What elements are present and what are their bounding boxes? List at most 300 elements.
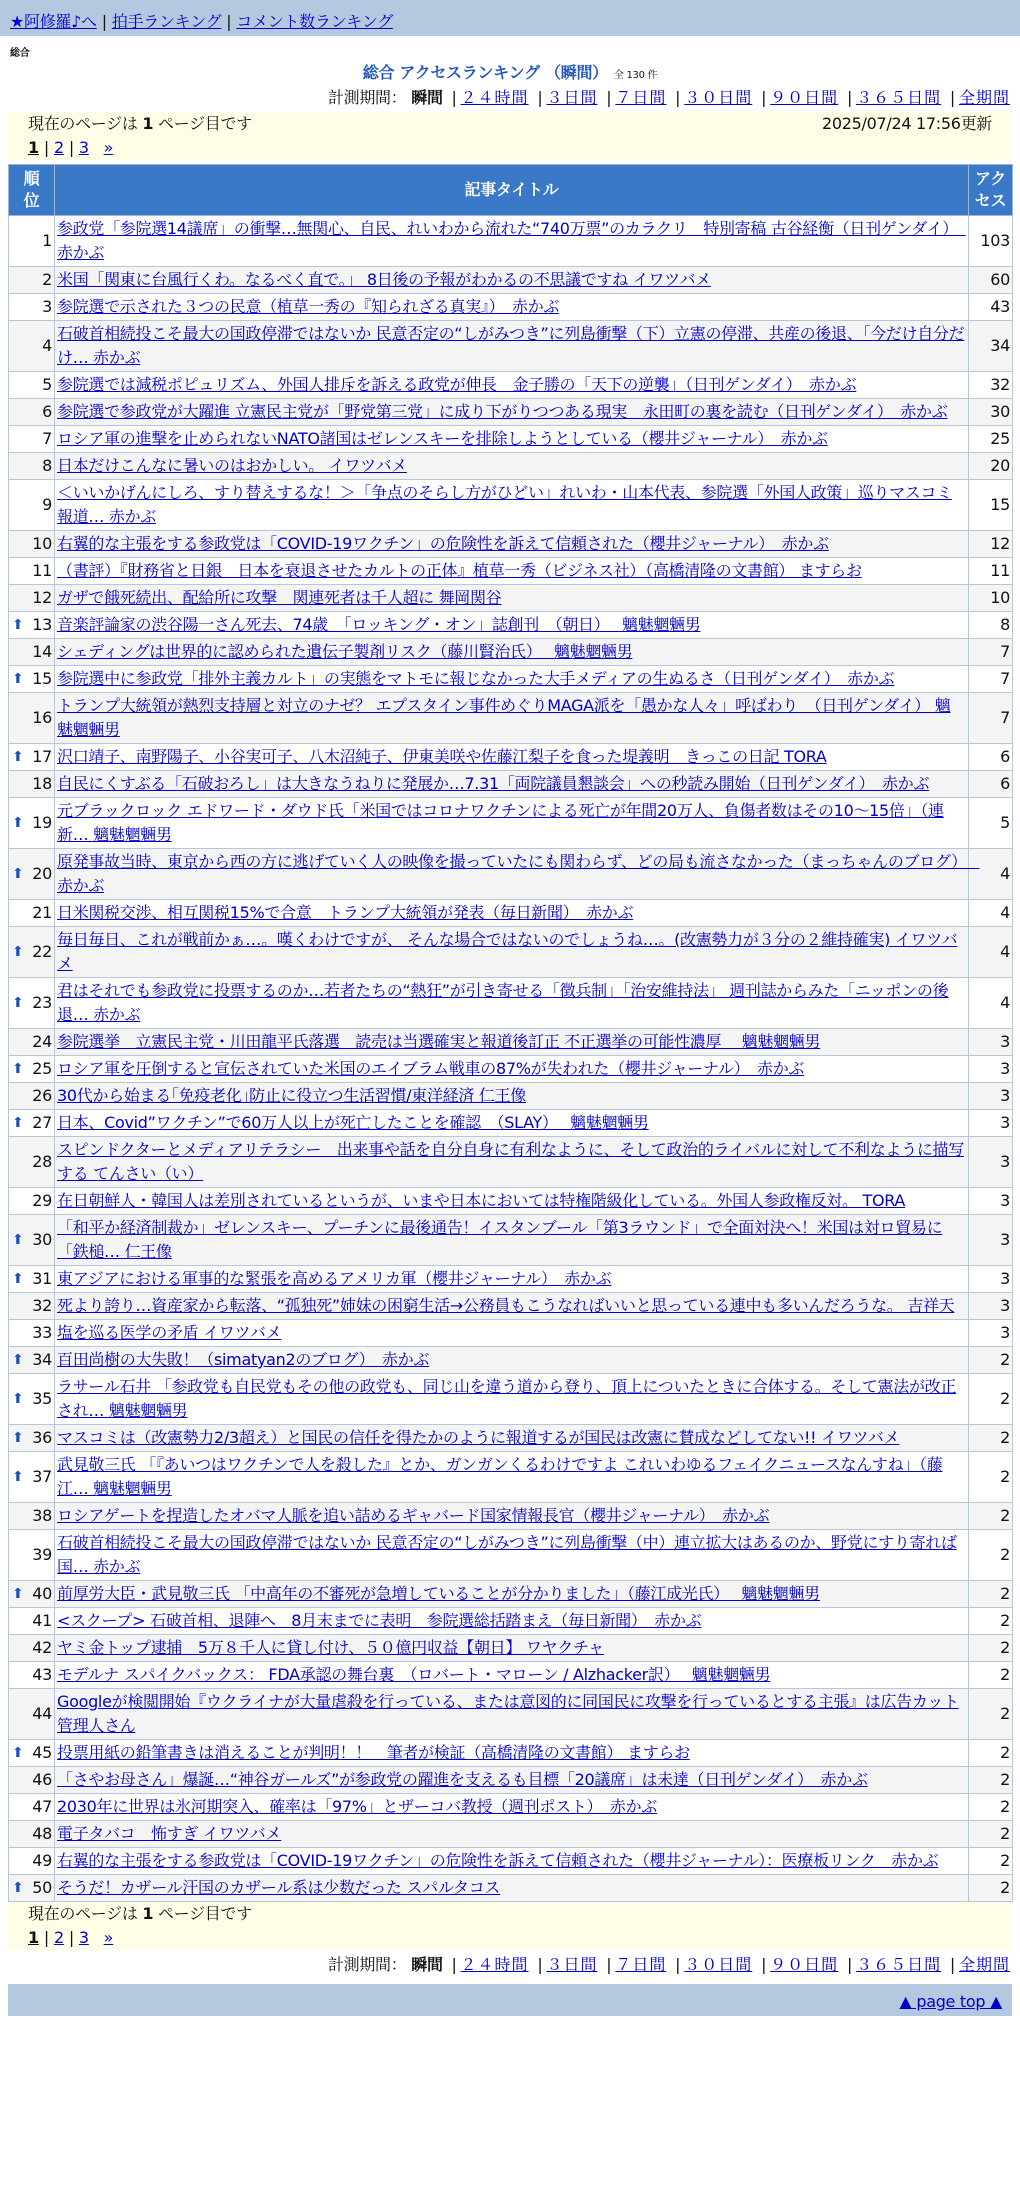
rank-cell [9,1452,55,1503]
rank-number: 16 [32,708,52,727]
article-link[interactable]: 前厚労大臣・武見敬三氏 「中高年の不審死が急増していることが分かりました」（藤江成光氏） 魑魅魍魎男 [57,1584,820,1603]
period-link-24h-bottom[interactable]: ２４時間 [460,1955,529,1974]
access-count: 2 [969,1347,1013,1374]
article-link[interactable]: 東アジアにおける軍事的な緊張を高めるアメリカ軍（櫻井ジャーナル） 赤かぶ [57,1269,612,1288]
footer-bar [8,1984,1012,2016]
access-count: 2 [969,1875,1013,1902]
table-row [9,216,1013,267]
article-link[interactable]: ラサール石井 「参政党も自民党もその他の政党も、同じ山を違う道から登り、頂上についたときに合体する。そして憲法が改正され… 魑魅魍魎男 [57,1377,957,1420]
access-count: 2 [969,1425,1013,1452]
article-link[interactable]: 日本、Covid”ワクチン”で60万人以上が死亡したことを確認 （SLAY） 魑魅魍魎男 [57,1113,649,1132]
access-count: 7 [969,693,1013,744]
period-separator: | [846,1955,853,1974]
article-link[interactable]: 投票用紙の鉛筆書きは消えることが判明！！ 筆者が検証（高橋清隆の文書館） ますらお [57,1743,690,1762]
table-row [9,798,1013,849]
article-link[interactable]: <スクープ> 石破首相、退陣へ 8月末までに表明 参院選総括踏まえ（毎日新聞） 赤かぶ [57,1611,702,1630]
table-row [9,372,1013,399]
rank-number: 47 [32,1797,52,1816]
period-link-365d-bottom[interactable]: ３６５日間 [856,1955,942,1974]
period-current: 瞬間 [411,88,443,107]
article-link[interactable]: 毎日毎日、これが戦前かぁ…。嘆くわけですが、 そんな場合ではないのでしょうね…。(改憲勢力が３分の２維持確実) イワツバメ [57,930,958,973]
pager-spacer [94,1928,99,1947]
rank-cell [9,1608,55,1635]
pager-link-page-3[interactable]: 3 [78,138,89,157]
article-link[interactable]: 日本だけこんなに暑いのはおかしい。 イワツバメ [57,456,407,475]
rank-cell [9,321,55,372]
table-row [9,1188,1013,1215]
table-row [9,1266,1013,1293]
table-row [9,1083,1013,1110]
period-link-24h[interactable]: ２４時間 [460,88,529,107]
nav-link-applause-ranking[interactable]: 拍手ランキング [111,12,222,31]
access-count: 11 [969,558,1013,585]
access-count: 32 [969,372,1013,399]
rank-cell [9,1794,55,1821]
pager-current-page: 1 [28,138,39,157]
title-cell [55,399,969,426]
rank-number: 39 [32,1545,52,1564]
pager-separator: | [68,1928,74,1947]
rank-cell [9,1266,55,1293]
title-cell [55,372,969,399]
article-link[interactable]: 君はそれでも参政党に投票するのか…若者たちの“熱狂”が引き寄せる「徴兵制」「治安維持法」 週刊誌からみた「ニッポンの後退… 赤かぶ [57,981,949,1024]
ranking-table [8,164,1013,1902]
rank-number: 13 [32,615,52,634]
rank-number: 28 [32,1152,52,1171]
rank-cell [9,1347,55,1374]
period-link-30d-bottom[interactable]: ３０日間 [684,1955,753,1974]
article-link[interactable]: （書評）『財務省と日銀 日本を衰退させたカルトの正体』植草一秀（ビジネス社）（高橋清隆の文書館） ますらお [57,561,862,580]
rank-cell [9,771,55,798]
article-link[interactable]: 参政党「参院選14議席」の衝撃…無関心、自民、れいわから流れた“740万票”のカラクリ 特別寄稿 古谷経衡（日刊ゲンダイ） 赤かぶ [57,219,966,262]
rank-number: 17 [32,747,52,766]
table-row [9,1848,1013,1875]
nav-link-comment-ranking[interactable]: コメント数ランキング [236,12,393,31]
title-cell [55,1530,969,1581]
rank-cell [9,1662,55,1689]
rank-cell [9,1293,55,1320]
title-cell [55,1266,969,1293]
rank-number: 20 [32,864,52,883]
table-row [9,1056,1013,1083]
rank-number: 3 [42,297,52,316]
pager-current-page-bottom: 1 [28,1928,39,1947]
period-separator: | [761,88,767,107]
rank-cell [9,1848,55,1875]
table-row [9,612,1013,639]
title-cell [55,1056,969,1083]
access-count: 4 [969,978,1013,1029]
rank-cell [9,744,55,771]
article-link[interactable]: Googleが検閲開始『ウクライナが大量虐殺を行っている、または意図的に同国民に攻撃を行っているとする主張』は広告カット 管理人さん [57,1692,959,1735]
article-link[interactable]: 米国「関東に台風行くわ。なるべく直で。」 8日後の予報がわかるの不思議ですね イワツバメ [57,270,711,289]
title-cell [55,900,969,927]
table-row [9,453,1013,480]
rank-number: 40 [32,1584,52,1603]
period-separator: | [606,88,612,107]
title-cell [55,798,969,849]
header-rank [9,165,55,216]
title-cell [55,612,969,639]
pager-separator: | [43,1928,49,1947]
rank-number: 45 [32,1743,52,1762]
rank-cell [9,294,55,321]
period-link-90d[interactable]: ９０日間 [770,88,839,107]
nav-link-asyura[interactable]: ★阿修羅♪へ [10,12,97,31]
rank-cell [9,1821,55,1848]
rank-number: 37 [32,1467,52,1486]
period-separator: | [451,88,457,107]
table-row [9,1875,1013,1902]
article-link[interactable]: そうだ！カザール汗国のカザール系は少数だった スパルタコス [57,1878,501,1897]
table-row [9,480,1013,531]
period-selector-bottom [328,1952,1010,1975]
pager-link-page-2-bottom[interactable]: 2 [53,1928,64,1947]
article-link[interactable]: 沢口靖子、南野陽子、小谷実可子、八木沼純子、伊東美咲や佐藤江梨子を食った堤義明 きっこの日記 TORA [57,747,827,766]
period-link-7d[interactable]: ７日間 [615,88,667,107]
table-row [9,978,1013,1029]
period-current-bottom: 瞬間 [411,1955,443,1974]
period-link-all[interactable]: 全期間 [958,88,1010,107]
title-cell [55,480,969,531]
table-row [9,399,1013,426]
table-row [9,267,1013,294]
period-label-bottom: 計測期間： [327,1955,407,1974]
title-cell [55,744,969,771]
access-count: 3 [969,1110,1013,1137]
pager-next-link-bottom[interactable]: » [103,1928,114,1947]
access-count: 15 [969,480,1013,531]
article-link[interactable]: 石破首相続投こそ最大の国政停滞ではないか 民意否定の“しがみつき”に列島衝撃（中）連立拡大はあるのか、野党にすり寄れば国… 赤かぶ [57,1533,957,1576]
rank-cell [9,978,55,1029]
rank-cell [9,1530,55,1581]
period-separator: | [606,1955,612,1974]
title-cell [55,1083,969,1110]
header-access-label: アクセス [974,169,1007,210]
access-count: 103 [969,216,1013,267]
rank-number: 5 [42,375,52,394]
pager-status-suffix: ページ目です [153,114,252,133]
article-link[interactable]: ＜いいかげんにしろ、すり替えするな！＞「争点のそらし方がひどい」れいわ・山本代表、参院選「外国人政策」巡りマスコミ報道… 赤かぶ [57,483,952,526]
rank-number: 32 [32,1296,52,1315]
period-link-all-bottom[interactable]: 全期間 [958,1955,1010,1974]
rank-cell [9,1320,55,1347]
title-cell [55,1137,969,1188]
up-arrow-icon: ⬆ [12,1880,24,1896]
access-count: 7 [969,666,1013,693]
title-cell [55,639,969,666]
period-link-90d-bottom[interactable]: ９０日間 [770,1955,839,1974]
article-link[interactable]: 2030年に世界は氷河期突入、確率は「97%」とザーコバ教授（週刊ポスト） 赤かぶ [57,1797,657,1816]
title-cell [55,1110,969,1137]
access-count: 5 [969,798,1013,849]
up-arrow-icon: ⬆ [12,1391,24,1407]
access-count: 43 [969,294,1013,321]
period-separator: | [949,1955,955,1974]
rank-cell [9,453,55,480]
rank-number: 29 [32,1191,52,1210]
article-link[interactable]: 元ブラックロック エドワード・ダウド氏「米国ではコロナワクチンによる死亡が年間20万人、負傷者数はその10～15倍」（連新… 魑魅魍魎男 [57,801,944,844]
article-link[interactable]: 右翼的な主張をする参政党は「COVID-19ワクチン」の危険性を訴えて信頼された（櫻井ジャーナル）：医療板リンク 赤かぶ [57,1851,939,1870]
page-top-link[interactable]: ▲ page top ▲ [899,1992,1002,2011]
ranking-table-body [9,216,1013,1902]
article-link[interactable]: シェディングは世界的に認められた遺伝子製剤リスク（藤川賢治氏） 魑魅魍魎男 [57,642,633,661]
article-link[interactable]: 参院選で参政党が大躍進 立憲民主党が「野党第三党」に成り下がりつつある現実 永田町の裏を読む（日刊ゲンダイ） 赤かぶ [57,402,948,421]
article-link[interactable]: モデルナ スパイクバックス： FDA承認の舞台裏 （ロバート・マローン / Alzhacker訳） 魑魅魍魎男 [57,1665,771,1684]
access-count: 2 [969,1689,1013,1740]
period-separator: | [451,1955,457,1974]
title-cell [55,294,969,321]
access-count: 30 [969,399,1013,426]
article-link[interactable]: 参院選中に参政党「排外主義カルト」の実態をマトモに報じなかった大手メディアの生ぬるさ（日刊ゲンダイ） 赤かぶ [57,669,895,688]
article-link[interactable]: 右翼的な主張をする参政党は「COVID-19ワクチン」の危険性を訴えて信頼された（櫻井ジャーナル） 赤かぶ [57,534,829,553]
title-cell [55,1293,969,1320]
period-separator: | [675,88,681,107]
up-arrow-icon: ⬆ [12,1586,24,1602]
pager-link-page-2[interactable]: 2 [53,138,64,157]
rank-number: 19 [32,813,52,832]
title-cell [55,1848,969,1875]
rank-number: 11 [32,561,52,580]
table-row [9,1452,1013,1503]
rank-number: 31 [32,1269,52,1288]
access-count: 7 [969,639,1013,666]
rank-cell [9,558,55,585]
access-count: 2 [969,1740,1013,1767]
rank-number: 44 [32,1704,52,1723]
access-count: 2 [969,1635,1013,1662]
rank-number: 33 [32,1323,52,1342]
rank-number: 2 [42,270,52,289]
rank-number: 41 [32,1611,52,1630]
rank-cell [9,1425,55,1452]
period-link-3d[interactable]: ３日間 [546,88,598,107]
rank-cell [9,798,55,849]
table-row [9,531,1013,558]
title-cell [55,1635,969,1662]
article-link[interactable]: トランプ大統領が熱烈支持層と対立のナゼ？ エプスタイン事件めぐりMAGA派を「愚かな人々」呼ばわり （日刊ゲンダイ） 魑魅魍魎男 [57,696,951,739]
title-cell [55,1347,969,1374]
article-link[interactable]: ヤミ金トップ逮捕 5万８千人に貸し付け、５０億円収益【朝日】 ワヤクチャ [57,1638,604,1657]
access-count: 3 [969,1083,1013,1110]
table-row [9,321,1013,372]
article-link[interactable]: 死より誇り…資産家から転落、“孤独死”姉妹の困窮生活→公務員もこうなればいいと思っている連中も多いんだろうな。 吉祥天 [57,1296,955,1315]
access-count: 3 [969,1293,1013,1320]
up-arrow-icon: ⬆ [12,1061,24,1077]
access-count: 3 [969,1056,1013,1083]
article-link[interactable]: ロシア軍の進撃を止められないNATO諸国はゼレンスキーを排除しようとしている（櫻井ジャーナル） 赤かぶ [57,429,828,448]
article-link[interactable]: 参院選で示された３つの民意（植草一秀の『知られざる真実』） 赤かぶ [57,297,560,316]
pager-next-link[interactable]: » [103,138,114,157]
rank-cell [9,693,55,744]
title-cell [55,426,969,453]
rank-number: 36 [32,1428,52,1447]
title-cell [55,1029,969,1056]
up-arrow-icon: ⬆ [12,1430,24,1446]
pager-links-bottom [28,1926,992,1950]
title-cell [55,1425,969,1452]
access-count: 3 [969,1188,1013,1215]
title-cell [55,1608,969,1635]
title-cell [55,666,969,693]
pager-link-page-3-bottom[interactable]: 3 [78,1928,89,1947]
rank-number: 8 [42,456,52,475]
pager-spacer [94,138,99,157]
access-count: 34 [969,321,1013,372]
title-cell [55,1821,969,1848]
access-count: 2 [969,1374,1013,1425]
table-row [9,639,1013,666]
article-link[interactable]: 原発事故当時、東京から西の方に逃げていく人の映像を撮っていたにも関わらず、どの局も流さなかった（まっちゃんのブログ） 赤かぶ [57,852,980,895]
article-link[interactable]: ガザで餓死続出、配給所に攻撃 関連死者は千人超に 舞岡関谷 [57,588,502,607]
table-row [9,666,1013,693]
table-row [9,1635,1013,1662]
up-arrow-icon: ⬆ [12,995,24,1011]
total-count: 全 130 件 [613,70,658,81]
title-cell [55,1374,969,1425]
rank-cell [9,372,55,399]
pager-status [28,112,252,136]
up-arrow-icon: ⬆ [12,617,24,633]
article-link[interactable]: スピンドクターとメディアリテラシー 出来事や話を自分自身に有利なように、そして政治的ライバルに対して不利なように描写する てんさい（い） [57,1140,964,1183]
table-row [9,771,1013,798]
title-cell [55,978,969,1029]
table-row [9,558,1013,585]
pager-top [8,112,1012,160]
article-link[interactable]: 30代から始まる｢免疫老化｣防止に役立つ生活習慣/東洋経済 仁王像 [57,1086,526,1105]
title-cell [55,1767,969,1794]
article-link[interactable]: 武見敬三氏 「『あいつはワクチンで人を殺した』とか、ガンガンくるわけですよ これいわゆるフェイクニュースなんすね」（藤江… 魑魅魍魎男 [57,1455,943,1498]
rank-number: 7 [42,429,52,448]
rank-number: 42 [32,1638,52,1657]
period-separator: | [537,1955,543,1974]
article-link[interactable]: 塩を巡る医学の矛盾 イワツバメ [57,1323,282,1342]
updated-timestamp: 2025/07/24 17:56更新 [821,114,992,133]
period-separator: | [537,88,543,107]
title-cell [55,771,969,798]
pager-bottom [8,1902,1012,1950]
title-cell [55,558,969,585]
access-count: 2 [969,1662,1013,1689]
nav-separator: | [226,12,232,31]
header-rank-label: 順位 [23,169,40,210]
period-link-7d-bottom[interactable]: ７日間 [615,1955,667,1974]
table-row [9,1581,1013,1608]
up-arrow-icon: ⬆ [12,944,24,960]
table-row [9,900,1013,927]
table-row [9,1794,1013,1821]
article-link[interactable]: 日米関税交渉、相互関税15%で合意 トランプ大統領が発表（毎日新聞） 赤かぶ [57,903,634,922]
rank-cell [9,666,55,693]
title-cell [55,453,969,480]
article-link[interactable]: 電子タバコ 怖すぎ イワツバメ [57,1824,282,1843]
title-cell [55,531,969,558]
rank-cell [9,216,55,267]
rank-cell [9,531,55,558]
article-link[interactable]: 「さやお母さん」爆誕…“神谷ガールズ”が参政党の躍進を支えるも目標「20議席」は未達（日刊ゲンダイ） 赤かぶ [57,1770,868,1789]
article-link[interactable]: 参院選では減税ポピュリズム、外国人排斥を訴える政党が伸長 金子勝の「天下の逆襲」（日刊ゲンダイ） 赤かぶ [57,375,857,394]
rank-cell [9,426,55,453]
article-link[interactable]: 参院選挙 立憲民主党・川田龍平氏落選 読売は当選確実と報道後訂正 不正選挙の可能性濃厚 魑魅魍魎男 [57,1032,821,1051]
up-arrow-icon: ⬆ [12,1115,24,1131]
article-link[interactable]: 百田尚樹の大失敗！（simatyan2のブログ） 赤かぶ [57,1350,430,1369]
table-row [9,426,1013,453]
access-count: 2 [969,1767,1013,1794]
article-link[interactable]: 「和平か経済制裁か」ゼレンスキー、プーチンに最後通告！イスタンブール「第3ラウンド」で全面対決へ！米国は対ロ貿易に「鉄槌… 仁王像 [57,1218,943,1261]
table-row [9,1740,1013,1767]
title-cell [55,1875,969,1902]
title-cell [55,927,969,978]
rank-cell [9,1581,55,1608]
access-count: 12 [969,531,1013,558]
rank-cell [9,399,55,426]
rank-number: 10 [32,534,52,553]
table-row [9,1293,1013,1320]
article-link[interactable]: 在日朝鮮人・韓国人は差別されているというが、いまや日本においては特権階級化している。外国人参政権反対。 TORA [57,1191,906,1210]
title-cell [55,1740,969,1767]
period-link-30d[interactable]: ３０日間 [684,88,753,107]
rank-number: 22 [32,942,52,961]
title-cell [55,1320,969,1347]
page-title: 総合 アクセスランキング （瞬間） [362,63,608,82]
rank-cell [9,900,55,927]
access-count: 2 [969,1503,1013,1530]
period-separator: | [949,88,955,107]
rank-number: 48 [32,1824,52,1843]
article-link[interactable]: 自民にくすぶる「石破おろし」は大きなうねりに発展か…7.31「両院議員懇談会」への秒読み開始（日刊ゲンダイ） 赤かぶ [57,774,930,793]
rank-number: 6 [42,402,52,421]
up-arrow-icon: ⬆ [12,1352,24,1368]
rank-number: 21 [32,903,52,922]
table-row [9,693,1013,744]
article-link[interactable]: 音楽評論家の渋谷陽一さん死去、74歳 「ロッキング・オン」誌創刊 （朝日） 魑魅魍魎男 [57,615,701,634]
access-count: 10 [969,585,1013,612]
table-row [9,294,1013,321]
rank-cell [9,639,55,666]
table-row [9,1425,1013,1452]
table-row [9,1821,1013,1848]
rank-number: 30 [32,1230,52,1249]
table-row [9,1608,1013,1635]
article-link[interactable]: ロシア軍を圧倒すると宣伝されていた米国のエイブラム戦車の87%が失われた（櫻井ジャーナル） 赤かぶ [57,1059,805,1078]
title-cell [55,1188,969,1215]
article-link[interactable]: 石破首相続投こそ最大の国政停滞ではないか 民意否定の“しがみつき”に列島衝撃（下）立憲の停滞、共産の後退、「今だけ自分だけ… 赤かぶ [57,324,965,367]
header-access [969,165,1013,216]
access-count: 25 [969,426,1013,453]
period-label: 計測期間： [327,88,407,107]
period-link-365d[interactable]: ３６５日間 [856,88,942,107]
title-cell [55,1662,969,1689]
up-arrow-icon: ⬆ [12,866,24,882]
access-count: 2 [969,1794,1013,1821]
article-link[interactable]: ロシアゲートを捏造したオバマ人脈を追い詰めるギャバード国家情報長官（櫻井ジャーナル） 赤かぶ [57,1506,770,1525]
rank-cell [9,1110,55,1137]
access-count: 3 [969,1029,1013,1056]
page-title-row [0,60,1020,83]
pager-status-row-bottom [28,1902,992,1926]
article-link[interactable]: マスコミは（改憲勢力2/3超え）と国民の信任を得たかのように報道するが国民は改憲に賛成などしてない!! イワツバメ [57,1428,900,1447]
pager-status-suffix-bottom: ページ目です [153,1904,252,1923]
table-row [9,744,1013,771]
period-link-3d-bottom[interactable]: ３日間 [546,1955,598,1974]
table-row [9,1215,1013,1266]
rank-number: 4 [42,336,52,355]
table-row [9,1530,1013,1581]
pager-status-bottom [28,1902,252,1926]
rank-number: 35 [32,1389,52,1408]
rank-number: 27 [32,1113,52,1132]
title-cell [55,693,969,744]
